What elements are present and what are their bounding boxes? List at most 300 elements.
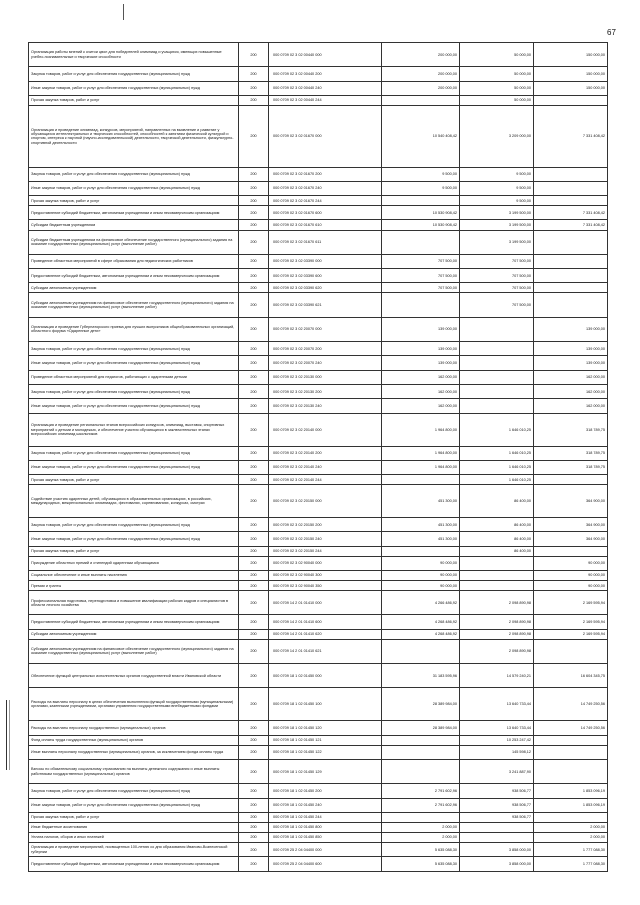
table-row [29,460,608,474]
row-name-cell: Содействие участию одаренных детей, обучающихся в образовательных организациях, в российских, международных, межрегиональных олимпиадах, фестивалях, соревнованиях, конкурсах, смотрах [29,485,239,518]
row-name-cell: Иные закупки товаров, работ и услуг для обеспечения государственных (муниципальных) нужд [29,399,239,413]
row-a-cell: 2 791 602,96 [382,798,460,812]
table-row [29,446,608,460]
row-name-cell: Предоставление субсидий бюджетным, автономным учреждениям и иным некоммерческим организациям [29,206,239,220]
row-a-cell [382,230,460,254]
row-a-cell: 10 530 908,42 [382,220,460,230]
row-cls-cell: 000 0709 02 3 02 20140 240 [269,460,382,474]
row-code-cell: 200 [239,105,269,167]
row-c-cell: 150 000,00 [534,43,608,67]
row-c-cell: 364 900,00 [534,518,608,532]
row-code-cell: 200 [239,798,269,812]
row-code-cell: 200 [239,812,269,822]
row-b-cell: 707 500,00 [460,269,534,283]
row-a-cell: 451 300,00 [382,518,460,532]
row-c-cell: 2 169 595,94 [534,615,608,629]
row-cls-cell: 000 0709 25 2 04 04400 600 [269,857,382,872]
row-cls-cell: 000 0709 02 3 02 20150 244 [269,546,382,556]
row-code-cell: 200 [239,385,269,399]
table-row [29,532,608,546]
row-c-cell: 162 000,00 [534,370,608,384]
row-a-cell: 4 266 486,92 [382,591,460,615]
row-c-cell: 90 000,00 [534,581,608,591]
table-row [29,43,608,67]
row-a-cell: 2 000,00 [382,833,460,843]
row-name-cell: Взносы по обязательному социальному страхованию на выплаты денежного содержания и иные выплаты работникам государственных (муниципальных) органов [29,760,239,784]
row-name-cell: Организация работы мнений к очитои цвол для победителей олимпиад и учащихся, имеющих повышенные учебно-познавательные и творческие способности [29,43,239,67]
table-row [29,745,608,759]
row-cls-cell: 000 0709 18 1 02 01450 122 [269,745,382,759]
row-code-cell: 200 [239,269,269,283]
row-a-cell: 707 500,00 [382,254,460,268]
row-c-cell [534,735,608,745]
row-name-cell: Субсидии автономным учреждениям на финансовое обеспечение государственного (муниципального) задания на оказание государственных (муниципальных) услуг (выполнение работ) [29,639,239,663]
row-c-cell: 364 900,00 [534,532,608,546]
row-c-cell: 90 000,00 [534,571,608,581]
row-name-cell: Субсидии автономным учреждениям на финансовое обеспечение государственного (муниципального) задания на оказание государственных (муниципальных) услуг (выполнение работ) [29,293,239,317]
row-c-cell [534,745,608,759]
row-cls-cell: 000 0709 18 1 02 01450 000 [269,664,382,688]
row-cls-cell: 000 0709 02 3 02 03390 000 [269,254,382,268]
row-c-cell [534,230,608,254]
row-b-cell: 145 598,12 [460,745,534,759]
row-a-cell: 90 000,00 [382,571,460,581]
row-c-cell: 1 853 096,19 [534,798,608,812]
table-row [29,760,608,784]
page-number: 67 [607,28,616,37]
row-cls-cell: 000 0709 18 1 02 01450 244 [269,812,382,822]
table-row [29,843,608,857]
row-name-cell: Организация и проведение олимпиад, конкурсов, мероприятий, направленных на выявление и развитие у обучающихся интеллектуальных и творческих способностей, способностей к занятиям физической культурой и спортом, интереса к научной (научно-исследовательской) деятельности, творческой деятельности, физкультурно-спортивной деятельности [29,105,239,167]
table-row [29,798,608,812]
row-code-cell: 200 [239,639,269,663]
row-b-cell: 3 199 500,00 [460,206,534,220]
row-code-cell: 200 [239,571,269,581]
row-c-cell: 1 777 088,30 [534,857,608,872]
row-code-cell: 200 [239,784,269,798]
row-a-cell: 5 635 088,30 [382,857,460,872]
row-c-cell: 2 000,00 [534,823,608,833]
row-a-cell: 31 183 595,96 [382,664,460,688]
row-cls-cell: 000 0709 18 1 02 01450 240 [269,798,382,812]
row-a-cell [382,293,460,317]
table-row [29,571,608,581]
row-code-cell: 200 [239,843,269,857]
row-c-cell: 1 853 096,19 [534,784,608,798]
row-code-cell: 200 [239,283,269,293]
row-cls-cell: 000 0709 02 3 02 01670 244 [269,196,382,206]
row-cls-cell: 000 0709 02 3 02 20070 240 [269,356,382,370]
row-name-cell: Обеспечение функций центральных исполнительных органов государственной власти Ивановской области [29,664,239,688]
row-a-cell: 10 530 908,42 [382,206,460,220]
row-name-cell: Закупка товаров, работ и услуг для обеспечения государственных (муниципальных) нужд [29,518,239,532]
row-b-cell: 86 400,00 [460,518,534,532]
row-c-cell: 139 000,00 [534,356,608,370]
table-row [29,293,608,317]
table-row [29,735,608,745]
row-code-cell: 200 [239,317,269,341]
row-name-cell: Фонд оплаты труда государственных (муниципальных) органов [29,735,239,745]
row-cls-cell: 000 0709 02 3 02 00440 240 [269,81,382,95]
row-a-cell: 4 268 486,92 [382,629,460,639]
row-b-cell: 50 000,00 [460,43,534,67]
row-b-cell: 14 579 240,21 [460,664,534,688]
row-cls-cell: 000 0709 02 3 02 01670 611 [269,230,382,254]
row-b-cell: 2 098 890,98 [460,591,534,615]
row-code-cell: 200 [239,615,269,629]
table-row [29,485,608,518]
row-cls-cell: 000 0709 02 3 02 01670 610 [269,220,382,230]
row-cls-cell: 000 0709 25 2 04 04400 000 [269,843,382,857]
row-cls-cell: 000 0709 02 3 02 00440 244 [269,95,382,105]
row-name-cell: Предоставление субсидий бюджетным, автономным учреждениям и иным некоммерческим организациям [29,857,239,872]
row-a-cell: 90 000,00 [382,581,460,591]
row-a-cell: 200 000,00 [382,43,460,67]
row-c-cell [534,475,608,485]
row-c-cell: 150 000,00 [534,81,608,95]
row-a-cell [382,760,460,784]
row-b-cell: 707 500,00 [460,283,534,293]
table-row [29,475,608,485]
scan-mark-left [6,700,7,770]
row-c-cell [534,760,608,784]
row-cls-cell: 000 0709 02 3 02 01670 200 [269,167,382,181]
table-row [29,581,608,591]
row-name-cell: Иные закупки товаров, работ и услуг для обеспечения государственных (муниципальных) нужд [29,798,239,812]
table-row [29,317,608,341]
row-b-cell: 9 500,00 [460,196,534,206]
row-a-cell: 162 000,00 [382,385,460,399]
row-a-cell: 9 500,00 [382,167,460,181]
row-b-cell: 707 500,00 [460,254,534,268]
table-row [29,591,608,615]
row-code-cell: 200 [239,721,269,735]
row-c-cell: 16 604 345,75 [534,664,608,688]
row-cls-cell: 000 0709 02 3 02 01670 240 [269,181,382,195]
row-name-cell: Прочая закупка товаров, работ и услуг [29,546,239,556]
row-a-cell: 2 791 602,96 [382,784,460,798]
row-name-cell: Иные закупки товаров, работ и услуг для обеспечения государственных (муниципальных) нужд [29,81,239,95]
row-b-cell: 86 400,00 [460,485,534,518]
row-c-cell: 139 000,00 [534,317,608,341]
table-row [29,81,608,95]
row-b-cell: 938 506,77 [460,798,534,812]
row-b-cell: 13 640 733,44 [460,688,534,721]
row-cls-cell: 000 0709 02 3 02 90040 350 [269,581,382,591]
row-name-cell: Закупка товаров, работ и услуг для обеспечения государственных (муниципальных) нужд [29,385,239,399]
row-code-cell: 200 [239,546,269,556]
row-code-cell: 200 [239,413,269,446]
row-c-cell [534,95,608,105]
row-name-cell: Иные закупки товаров, работ и услуг для обеспечения государственных (муниципальных) нужд [29,356,239,370]
row-name-cell: Прочая закупка товаров, работ и услуг [29,196,239,206]
row-c-cell: 318 789,75 [534,460,608,474]
row-b-cell: 86 400,00 [460,546,534,556]
row-name-cell: Организация и проведение региональных этапов всероссийских конкурсов, олимпиад, выставок, спортивных мероприятий с детьми и молодежью, и обеспечение участия обучающихся в заключительных этапах всероссийских олимпиад школьников [29,413,239,446]
row-c-cell: 14 749 250,56 [534,721,608,735]
row-code-cell: 200 [239,446,269,460]
row-a-cell: 90 000,00 [382,556,460,570]
row-b-cell: 3 199 500,00 [460,220,534,230]
row-name-cell: Прочая закупка товаров, работ и услуг [29,475,239,485]
scan-mark-left-faint [9,700,10,770]
table-row [29,167,608,181]
table-row [29,546,608,556]
row-a-cell: 10 540 408,42 [382,105,460,167]
row-cls-cell: 000 0709 18 1 02 01450 800 [269,823,382,833]
row-a-cell [382,196,460,206]
row-c-cell: 90 000,00 [534,556,608,570]
row-name-cell: Профессиональная подготовка, переподготовка и повышение квалификации рабочих кадров и специалистов в области лесного хозяйства [29,591,239,615]
table-row [29,342,608,356]
row-name-cell: Субсидии бюджетным учреждениям на финансовое обеспечение государственного (муниципального) задания на оказание государственных (муниципальных) услуг (выполнение работ) [29,230,239,254]
row-name-cell: Закупка товаров, работ и услуг для обеспечения государственных (муниципальных) нужд [29,784,239,798]
row-c-cell: 7 331 408,42 [534,220,608,230]
row-c-cell: 7 331 408,42 [534,206,608,220]
row-a-cell: 4 268 486,92 [382,615,460,629]
row-a-cell: 707 500,00 [382,269,460,283]
row-cls-cell: 000 0709 18 1 02 01450 200 [269,784,382,798]
row-c-cell [534,812,608,822]
table-row [29,615,608,629]
table-row [29,664,608,688]
row-b-cell: 1 646 010,25 [460,475,534,485]
row-cls-cell: 000 0709 02 3 02 00440 200 [269,67,382,81]
row-c-cell: 318 789,75 [534,413,608,446]
row-code-cell: 200 [239,735,269,745]
row-b-cell: 3 209 000,00 [460,105,534,167]
row-cls-cell: 000 0709 02 3 02 20130 240 [269,399,382,413]
row-a-cell [382,95,460,105]
row-b-cell: 3 858 000,00 [460,857,534,872]
row-cls-cell: 000 0709 02 3 02 20150 240 [269,532,382,546]
row-code-cell: 200 [239,81,269,95]
row-c-cell [534,293,608,317]
row-cls-cell: 000 0709 02 3 02 03390 620 [269,283,382,293]
table-row [29,518,608,532]
row-cls-cell: 000 0709 18 1 02 01450 129 [269,760,382,784]
row-b-cell: 2 098 890,98 [460,615,534,629]
row-name-cell: Иные бюджетные ассигнования [29,823,239,833]
table-row [29,67,608,81]
row-b-cell: 1 646 010,25 [460,446,534,460]
row-code-cell: 200 [239,399,269,413]
row-b-cell: 3 858 000,00 [460,843,534,857]
table-row [29,385,608,399]
row-c-cell: 150 000,00 [534,67,608,81]
table-row [29,833,608,843]
row-name-cell: Субсидии автономным учреждениям [29,629,239,639]
row-cls-cell: 000 0709 02 3 02 20070 200 [269,342,382,356]
row-c-cell [534,254,608,268]
row-c-cell: 318 789,75 [534,446,608,460]
row-a-cell [382,546,460,556]
row-b-cell [460,571,534,581]
row-b-cell [460,342,534,356]
row-a-cell: 139 000,00 [382,317,460,341]
budget-table-body [29,43,608,872]
row-cls-cell: 000 0709 02 3 02 90040 000 [269,556,382,570]
row-code-cell: 200 [239,823,269,833]
row-name-cell: Предоставление субсидий бюджетным, автономным учреждениям и иным некоммерческим организациям [29,615,239,629]
row-a-cell: 1 964 800,00 [382,446,460,460]
table-row [29,196,608,206]
row-b-cell: 10 253 247,42 [460,735,534,745]
row-name-cell: Присуждение областных премий и стипендий одаренным обучающимся [29,556,239,570]
row-a-cell: 200 000,00 [382,67,460,81]
row-c-cell: 2 169 595,94 [534,629,608,639]
row-name-cell: Расходы на выплаты персоналу в целях обеспечения выполнения функций государственными (муниципальными) органами, казенными учреждениями, органами управления государственными внебюджетными фондами [29,688,239,721]
row-cls-cell: 000 0709 18 1 02 01450 850 [269,833,382,843]
table-row [29,254,608,268]
row-code-cell: 200 [239,591,269,615]
row-cls-cell: 000 0709 02 3 02 20140 244 [269,475,382,485]
row-name-cell: Закупка товаров, работ и услуг для обеспечения государственных (муниципальных) нужд [29,342,239,356]
row-c-cell: 2 000,00 [534,833,608,843]
row-code-cell: 200 [239,688,269,721]
row-name-cell: Закупка товаров, работ и услуг для обеспечения государственных (муниципальных) нужд [29,446,239,460]
row-code-cell: 200 [239,206,269,220]
row-a-cell: 162 000,00 [382,399,460,413]
row-a-cell [382,812,460,822]
row-name-cell: Прочая закупка товаров, работ и услуг [29,812,239,822]
row-code-cell: 200 [239,356,269,370]
row-a-cell: 1 964 800,00 [382,413,460,446]
row-c-cell: 7 331 408,42 [534,105,608,167]
table-row [29,370,608,384]
row-code-cell: 200 [239,254,269,268]
row-code-cell: 200 [239,220,269,230]
row-name-cell: Закупка товаров, работ и услуг для обеспечения государственных (муниципальных) нужд [29,167,239,181]
row-a-cell: 2 000,00 [382,823,460,833]
row-cls-cell: 000 0709 02 3 02 03390 600 [269,269,382,283]
row-b-cell [460,399,534,413]
row-code-cell: 200 [239,95,269,105]
row-b-cell [460,556,534,570]
row-a-cell: 5 635 088,30 [382,843,460,857]
row-a-cell: 28 389 984,00 [382,721,460,735]
row-code-cell: 200 [239,485,269,518]
row-b-cell: 50 000,00 [460,81,534,95]
row-b-cell [460,385,534,399]
row-a-cell: 139 000,00 [382,342,460,356]
row-c-cell [534,639,608,663]
row-code-cell: 200 [239,664,269,688]
row-name-cell: Расходы на выплаты персоналу государственных (муниципальных) органов [29,721,239,735]
row-code-cell: 200 [239,67,269,81]
table-row [29,230,608,254]
row-b-cell: 3 241 887,90 [460,760,534,784]
row-c-cell [534,283,608,293]
row-b-cell: 86 400,00 [460,532,534,546]
row-cls-cell: 000 0709 18 1 02 01450 100 [269,688,382,721]
row-code-cell: 200 [239,196,269,206]
row-name-cell: Организация и проведение Губернаторского приема для лучших выпускников общеобразовательных организаций, областного форума «Одаренные дети» [29,317,239,341]
row-cls-cell: 000 0709 02 3 02 03390 621 [269,293,382,317]
row-code-cell: 200 [239,460,269,474]
table-row [29,629,608,639]
row-cls-cell: 000 0709 18 1 02 01450 120 [269,721,382,735]
table-row [29,269,608,283]
row-b-cell [460,370,534,384]
row-cls-cell: 000 0709 14 2 01 01410 000 [269,591,382,615]
row-name-cell: Иные закупки товаров, работ и услуг для обеспечения государственных (муниципальных) нужд [29,532,239,546]
table-row [29,413,608,446]
row-b-cell: 3 199 500,00 [460,230,534,254]
row-b-cell: 1 646 010,25 [460,460,534,474]
row-cls-cell: 000 0709 02 3 02 20070 000 [269,317,382,341]
row-cls-cell: 000 0709 02 3 02 00440 000 [269,43,382,67]
row-a-cell: 451 300,00 [382,532,460,546]
row-c-cell: 162 000,00 [534,399,608,413]
table-row [29,823,608,833]
row-b-cell: 707 500,00 [460,293,534,317]
row-cls-cell: 000 0709 02 3 02 20140 000 [269,413,382,446]
row-a-cell [382,745,460,759]
row-cls-cell: 000 0709 02 3 02 20140 200 [269,446,382,460]
row-a-cell: 451 300,00 [382,485,460,518]
row-cls-cell: 000 0709 14 2 01 01410 621 [269,639,382,663]
row-name-cell: Премии и гранты [29,581,239,591]
row-code-cell: 200 [239,342,269,356]
row-b-cell [460,356,534,370]
row-a-cell: 707 500,00 [382,283,460,293]
table-row [29,812,608,822]
row-a-cell: 9 500,00 [382,181,460,195]
row-c-cell [534,269,608,283]
row-code-cell: 200 [239,760,269,784]
row-cls-cell: 000 0709 02 3 02 90040 300 [269,571,382,581]
row-code-cell: 200 [239,518,269,532]
row-cls-cell: 000 0709 02 3 02 20150 000 [269,485,382,518]
row-code-cell: 200 [239,532,269,546]
row-b-cell: 50 000,00 [460,95,534,105]
table-row [29,95,608,105]
row-code-cell: 200 [239,745,269,759]
row-name-cell: Субсидии автономным учреждениям [29,283,239,293]
row-c-cell [534,546,608,556]
row-c-cell: 14 749 250,56 [534,688,608,721]
row-name-cell: Прочая закупка товаров, работ и услуг [29,95,239,105]
row-code-cell: 200 [239,556,269,570]
table-row [29,688,608,721]
table-row [29,639,608,663]
row-name-cell: Субсидии бюджетным учреждениям [29,220,239,230]
row-c-cell [534,167,608,181]
row-cls-cell: 000 0709 14 2 01 01410 600 [269,615,382,629]
row-b-cell: 938 506,77 [460,784,534,798]
row-a-cell [382,475,460,485]
row-b-cell: 1 646 010,25 [460,413,534,446]
row-name-cell: Иные выплаты персоналу государственных (муниципальных) органов, за исключением фонда оплаты труда [29,745,239,759]
row-name-cell: Предоставление субсидий бюджетным, автономным учреждениям и иным некоммерческим организациям [29,269,239,283]
table-row [29,220,608,230]
row-code-cell: 200 [239,629,269,639]
row-c-cell [534,196,608,206]
row-b-cell: 50 000,00 [460,67,534,81]
row-name-cell: Социальное обеспечение и иные выплаты населению [29,571,239,581]
row-cls-cell: 000 0709 02 3 02 20130 000 [269,370,382,384]
row-name-cell: Иные закупки товаров, работ и услуг для обеспечения государственных (муниципальных) нужд [29,181,239,195]
table-row [29,105,608,167]
row-code-cell: 200 [239,167,269,181]
row-code-cell: 200 [239,370,269,384]
row-c-cell: 1 777 088,30 [534,843,608,857]
row-cls-cell: 000 0709 02 3 02 01670 000 [269,105,382,167]
row-name-cell: Закупка товаров, работ и услуг для обеспечения государственных (муниципальных) нужд [29,67,239,81]
row-name-cell: Организация и проведение мероприятий, посвященных 100-летию со дня образования Иваново-Вознесенской губернии [29,843,239,857]
row-code-cell: 200 [239,833,269,843]
